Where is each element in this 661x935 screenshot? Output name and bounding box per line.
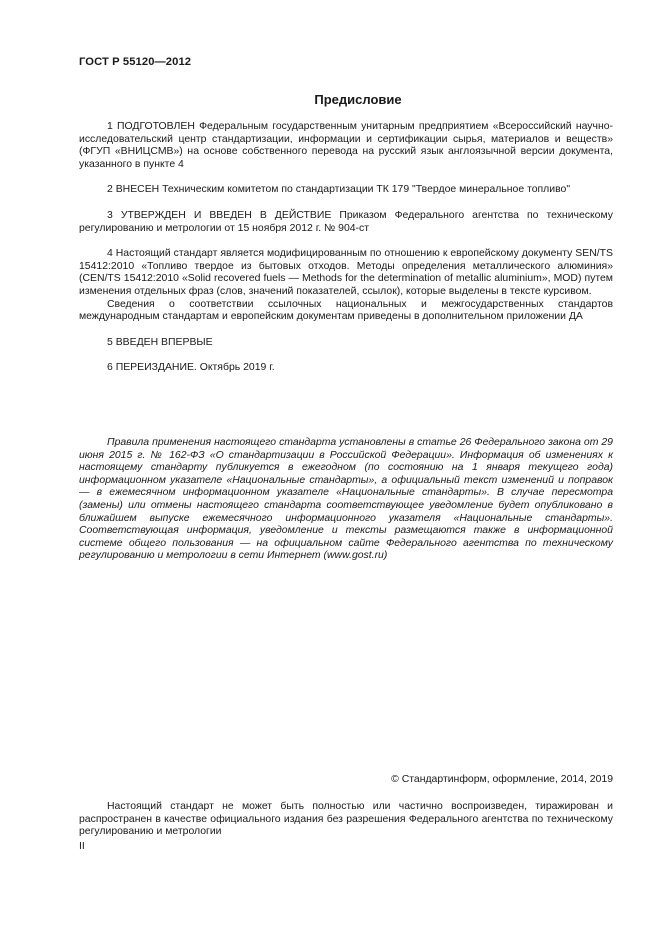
page-number: II — [79, 841, 85, 852]
foreword-paragraph-4: 4 Настоящий стандарт является модифицированным по отношению к европейскому документу SEN/TS 15412:2010 «Топливо твердое из бытовых отходов. Методы определения металлического алюминия» (CEN/TS 15412:2010 «Solid recovered fuels — Methods for the determination of metallic aluminium», MOD) путем изменения отдельных фраз (слов, значений показателей, ссылок), которые выделены в тексте курсивом. — [79, 248, 613, 297]
reproduction-text: Настоящий стандарт не может быть полностью или частично воспроизведен, тиражирован и распространен в качестве официального издания без разрешения Федерального агентства по техническому регулированию и метрологии — [79, 801, 613, 838]
foreword-paragraph-6: 6 ПЕРЕИЗДАНИЕ. Октябрь 2019 г. — [107, 362, 275, 374]
foreword-paragraph-1: 1 ПОДГОТОВЛЕН Федеральным государственным унитарным предприятием «Всероссийский научно-исследовательский центр стандартизации, информации и сертификации сырья, материалов и веществ» (ФГУП «ВНИЦСМВ») на основе собственного перевода на русский язык англоязычной версии документа, указанного в пункте 4 — [79, 121, 613, 170]
foreword-paragraph-5: 5 ВВЕДЕН ВПЕРВЫЕ — [107, 336, 213, 348]
foreword-paragraph-4-note: Сведения о соответствии ссылочных национальных и межгосударственных стандартов международным стандартам и европейским документам приведены в дополнительном приложении ДА — [79, 298, 613, 323]
copyright-line: © Стандартинформ, оформление, 2014, 2019 — [391, 774, 613, 785]
foreword-paragraph-3: 3 УТВЕРЖДЕН И ВВЕДЕН В ДЕЙСТВИЕ Приказом Федерального агентства по техническому регулированию и метрологии от 15 ноября 2012 г. № 904-ст — [79, 209, 613, 234]
foreword-paragraph-2: 2 ВНЕСЕН Техническим комитетом по стандартизации ТК 179 "Твердое минеральное топливо" — [107, 184, 571, 196]
document-header-id: ГОСТ Р 55120—2012 — [79, 56, 192, 68]
foreword-body — [79, 121, 613, 375]
reproduction-notice — [79, 801, 613, 839]
notice-text: Правила применения настоящего стандарта установлены в статье 26 Федерального закона от 29 июня 2015 г. № 162-ФЗ «О стандартизации в Российской Федерации». Информация об изменениях к настоящему стандарту публикуется в ежегодном (по состоянию на 1 января текущего года) информационном указателе «Национальные стандарты», а официальный текст изменений и поправок — в ежемесячном информационном указателе «Национальные стандарты». В случае пересмотра (замены) или отмены настоящего стандарта соответствующее уведомление будет опубликовано в ближайшем выпуске ежемесячного информационного указателя «Национальные стандарты». Соответствующая информация, уведомление и тексты размещаются также в информационной системе общего пользования — на официальном сайте Федерального агентства по техническому регулированию и метрологии в сети Интернет (www.gost.ru) — [79, 437, 613, 562]
application-rules-notice — [79, 437, 613, 563]
page-title: Предисловие — [314, 92, 402, 107]
